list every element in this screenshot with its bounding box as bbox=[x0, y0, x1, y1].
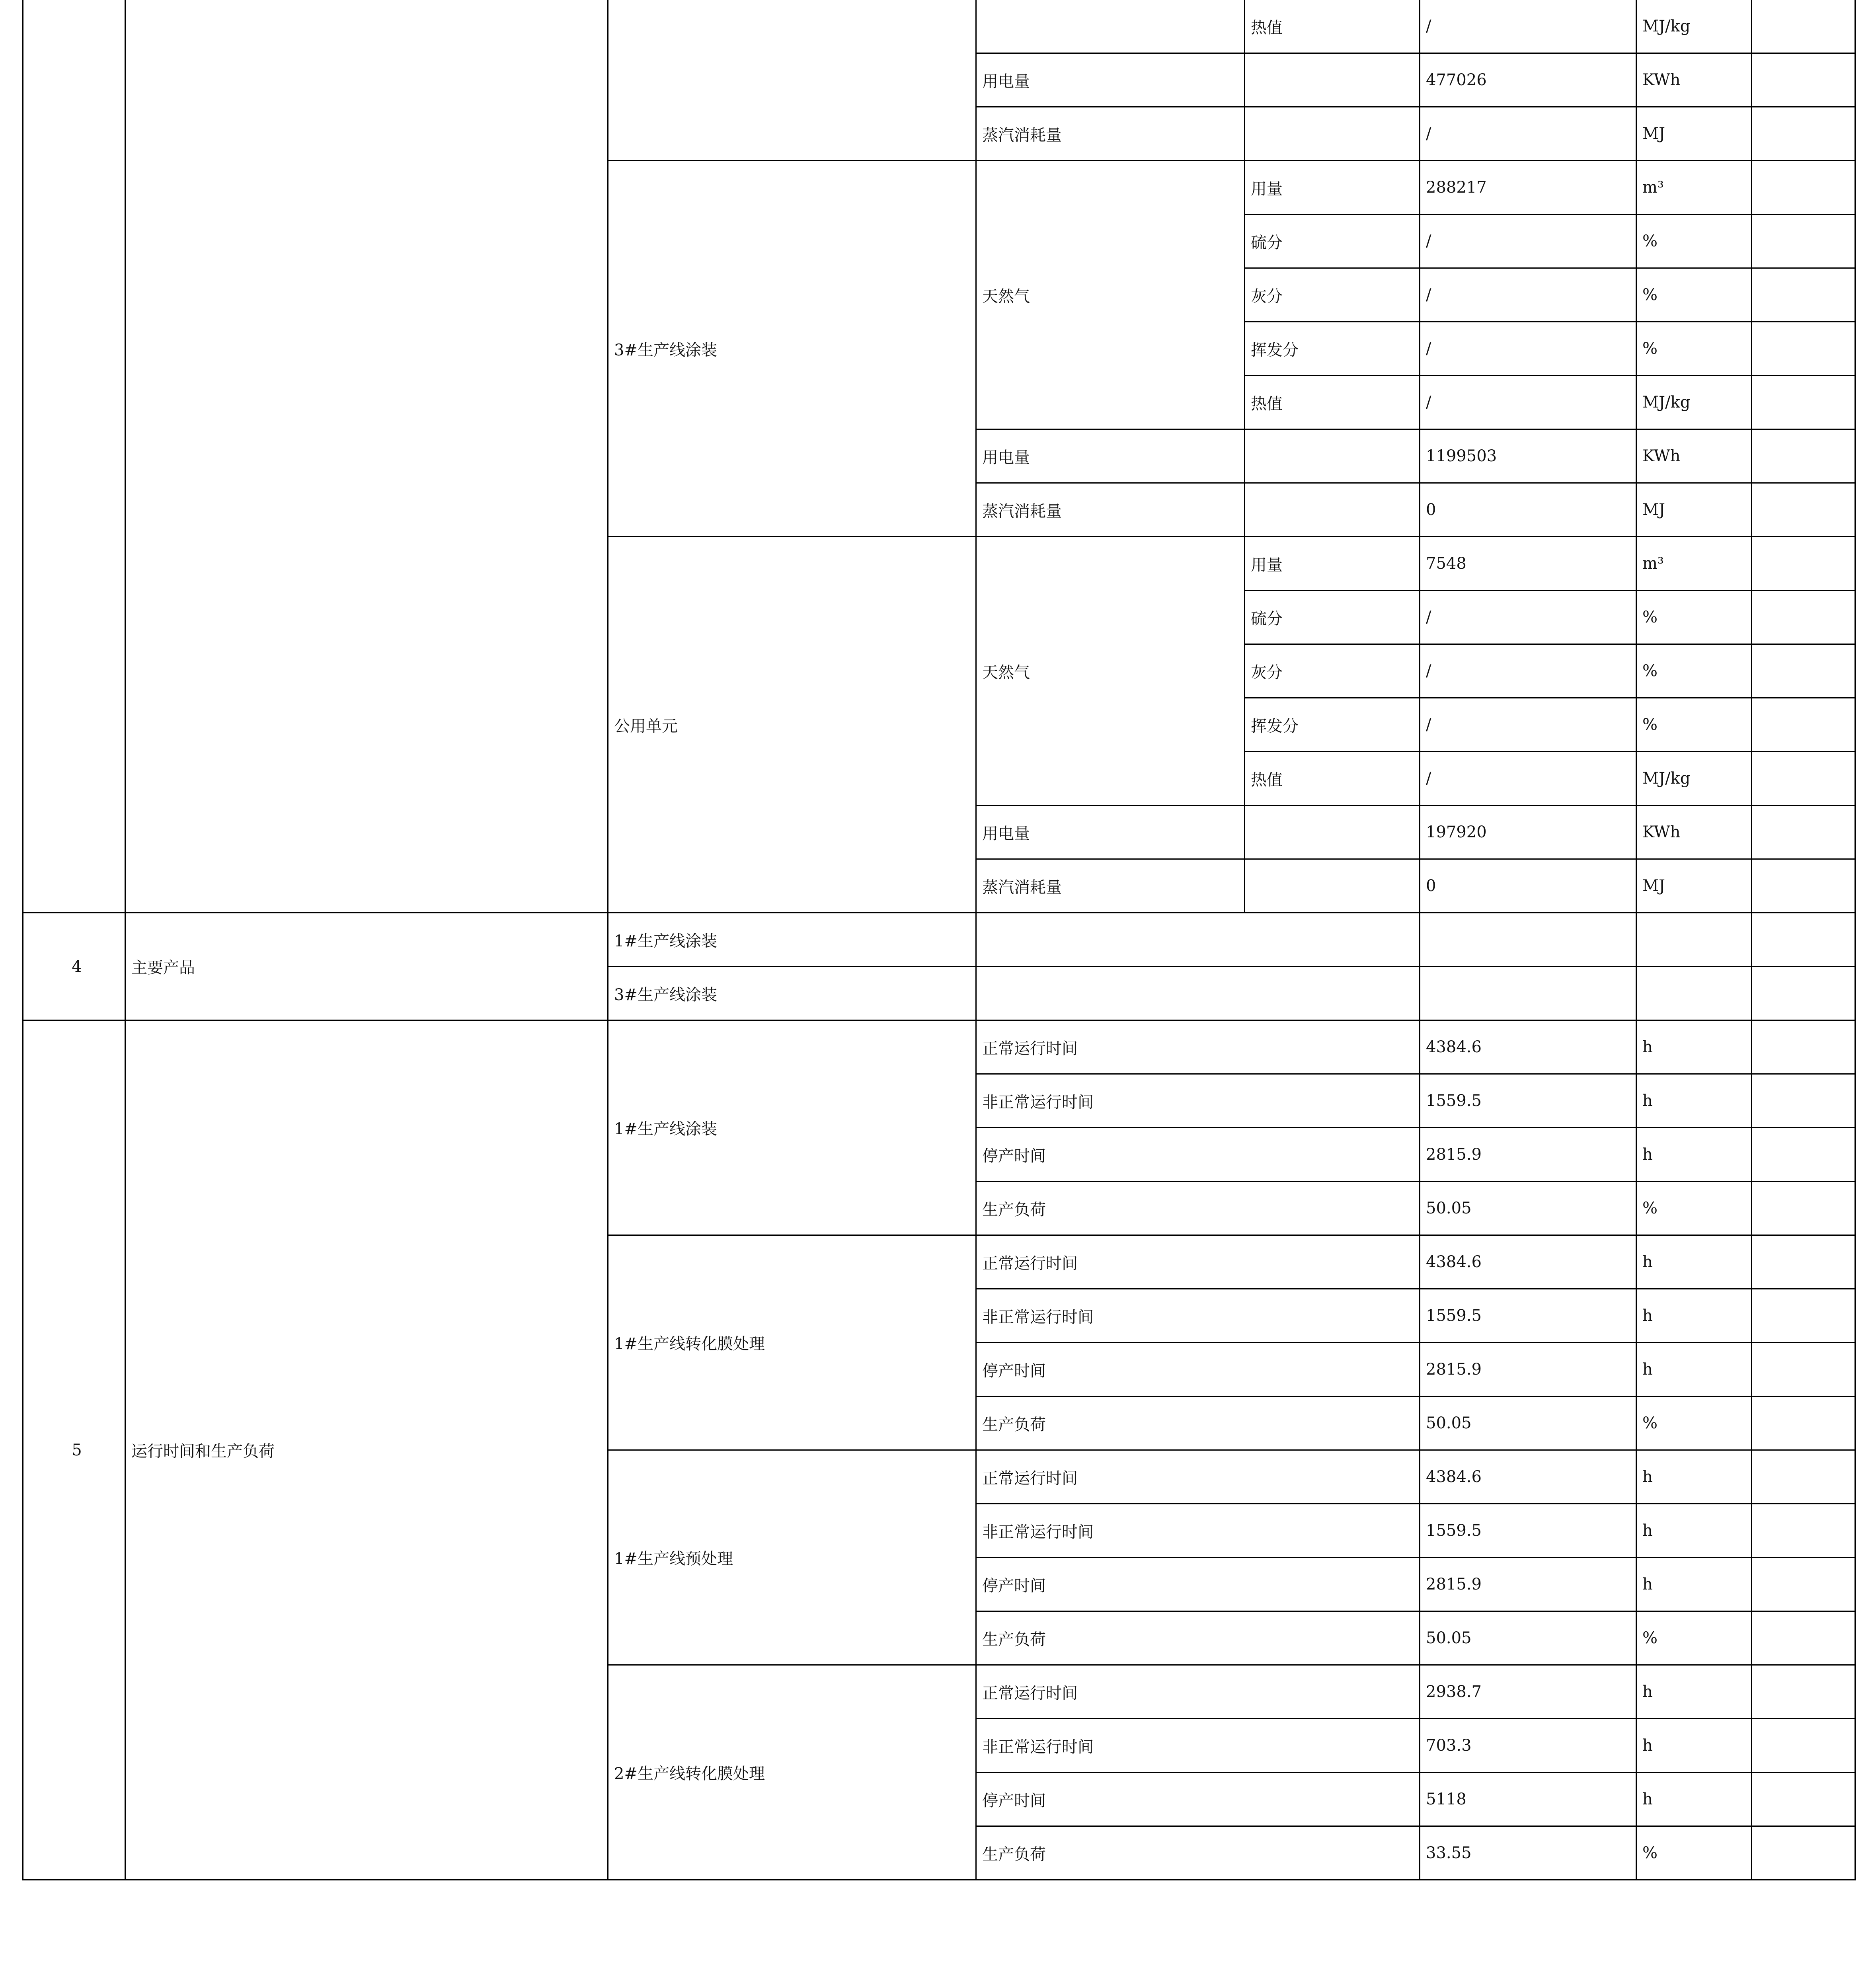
attr-cell: 硫分 bbox=[1245, 591, 1420, 644]
item-cell: 生产负荷 bbox=[976, 1826, 1420, 1880]
unit-cell: % bbox=[1636, 215, 1752, 268]
item-cell bbox=[976, 0, 1245, 53]
item-cell: 生产负荷 bbox=[976, 1182, 1420, 1235]
value-cell bbox=[1420, 967, 1636, 1020]
remark-cell bbox=[1752, 0, 1855, 53]
remark-cell bbox=[1752, 376, 1855, 429]
value-cell: 703.3 bbox=[1420, 1719, 1636, 1773]
remark-cell bbox=[1752, 322, 1855, 376]
remark-cell bbox=[1752, 805, 1855, 859]
value-cell: 197920 bbox=[1420, 805, 1636, 859]
unit-name-cell: 3#生产线涂装 bbox=[608, 161, 976, 537]
value-cell: 4384.6 bbox=[1420, 1450, 1636, 1504]
value-cell: 5118 bbox=[1420, 1773, 1636, 1826]
item-cell: 蒸汽消耗量 bbox=[976, 107, 1245, 161]
item-cell: 正常运行时间 bbox=[976, 1450, 1420, 1504]
unit-cell: h bbox=[1636, 1074, 1752, 1128]
value-cell: 50.05 bbox=[1420, 1396, 1636, 1450]
unit-cell: % bbox=[1636, 1611, 1752, 1665]
remark-cell bbox=[1752, 1074, 1855, 1128]
value-cell: / bbox=[1420, 322, 1636, 376]
attr-cell: 热值 bbox=[1245, 376, 1420, 429]
value-cell: 50.05 bbox=[1420, 1182, 1636, 1235]
unit-cell: h bbox=[1636, 1773, 1752, 1826]
table-row bbox=[23, 913, 1855, 967]
unit-cell: h bbox=[1636, 1450, 1752, 1504]
attr-cell: 挥发分 bbox=[1245, 322, 1420, 376]
item-cell: 非正常运行时间 bbox=[976, 1074, 1420, 1128]
unit-cell: h bbox=[1636, 1719, 1752, 1773]
remark-cell bbox=[1752, 107, 1855, 161]
unit-name-cell: 1#生产线涂装 bbox=[608, 913, 976, 967]
remark-cell bbox=[1752, 1773, 1855, 1826]
value-cell: / bbox=[1420, 644, 1636, 698]
remark-cell bbox=[1752, 483, 1855, 537]
remark-cell bbox=[1752, 537, 1855, 591]
unit-cell: h bbox=[1636, 1235, 1752, 1289]
value-cell: 0 bbox=[1420, 859, 1636, 913]
value-cell: 1559.5 bbox=[1420, 1074, 1636, 1128]
value-cell: / bbox=[1420, 215, 1636, 268]
unit-cell: KWh bbox=[1636, 53, 1752, 107]
value-cell: 2815.9 bbox=[1420, 1558, 1636, 1611]
unit-cell: m³ bbox=[1636, 161, 1752, 215]
item-cell: 正常运行时间 bbox=[976, 1235, 1420, 1289]
section-name-cell: 主要产品 bbox=[125, 913, 608, 1020]
value-cell: 477026 bbox=[1420, 53, 1636, 107]
value-cell: 1199503 bbox=[1420, 429, 1636, 483]
value-cell: 1559.5 bbox=[1420, 1504, 1636, 1558]
unit-cell: % bbox=[1636, 698, 1752, 752]
item-cell: 非正常运行时间 bbox=[976, 1504, 1420, 1558]
item-cell: 停产时间 bbox=[976, 1343, 1420, 1396]
unit-cell: % bbox=[1636, 644, 1752, 698]
value-cell: / bbox=[1420, 698, 1636, 752]
unit-cell: % bbox=[1636, 268, 1752, 322]
attr-cell bbox=[1245, 483, 1420, 537]
item-cell: 正常运行时间 bbox=[976, 1020, 1420, 1074]
item-cell bbox=[976, 913, 1420, 967]
remark-cell bbox=[1752, 1128, 1855, 1182]
attr-cell bbox=[1245, 107, 1420, 161]
value-cell: 7548 bbox=[1420, 537, 1636, 591]
item-cell: 蒸汽消耗量 bbox=[976, 483, 1245, 537]
unit-cell: h bbox=[1636, 1665, 1752, 1719]
remark-cell bbox=[1752, 698, 1855, 752]
value-cell: / bbox=[1420, 0, 1636, 53]
attr-cell: 挥发分 bbox=[1245, 698, 1420, 752]
unit-cell: MJ/kg bbox=[1636, 0, 1752, 53]
item-cell: 用电量 bbox=[976, 429, 1245, 483]
attr-cell bbox=[1245, 859, 1420, 913]
fuel-cell: 天然气 bbox=[976, 161, 1245, 429]
no-cell: 5 bbox=[23, 1020, 125, 1880]
unit-cell: % bbox=[1636, 1826, 1752, 1880]
no-cell bbox=[23, 0, 125, 913]
remark-cell bbox=[1752, 1235, 1855, 1289]
unit-cell: MJ bbox=[1636, 107, 1752, 161]
unit-name-cell: 3#生产线涂装 bbox=[608, 967, 976, 1020]
remark-cell bbox=[1752, 53, 1855, 107]
remark-cell bbox=[1752, 1289, 1855, 1343]
attr-cell: 硫分 bbox=[1245, 215, 1420, 268]
section-name-cell: 运行时间和生产负荷 bbox=[125, 1020, 608, 1880]
value-cell: 2815.9 bbox=[1420, 1343, 1636, 1396]
unit-cell: % bbox=[1636, 322, 1752, 376]
attr-cell: 灰分 bbox=[1245, 268, 1420, 322]
data-table bbox=[22, 0, 1856, 1880]
item-cell: 非正常运行时间 bbox=[976, 1719, 1420, 1773]
attr-cell: 用量 bbox=[1245, 537, 1420, 591]
unit-cell bbox=[1636, 913, 1752, 967]
value-cell: / bbox=[1420, 591, 1636, 644]
remark-cell bbox=[1752, 1665, 1855, 1719]
remark-cell bbox=[1752, 1182, 1855, 1235]
value-cell: 0 bbox=[1420, 483, 1636, 537]
unit-cell: h bbox=[1636, 1289, 1752, 1343]
value-cell: / bbox=[1420, 268, 1636, 322]
unit-cell: % bbox=[1636, 1396, 1752, 1450]
remark-cell bbox=[1752, 215, 1855, 268]
value-cell: / bbox=[1420, 752, 1636, 805]
remark-cell bbox=[1752, 161, 1855, 215]
item-cell: 非正常运行时间 bbox=[976, 1289, 1420, 1343]
remark-cell bbox=[1752, 1611, 1855, 1665]
remark-cell bbox=[1752, 1020, 1855, 1074]
remark-cell bbox=[1752, 1558, 1855, 1611]
no-cell: 4 bbox=[23, 913, 125, 1020]
item-cell: 停产时间 bbox=[976, 1773, 1420, 1826]
attr-cell bbox=[1245, 53, 1420, 107]
unit-cell: h bbox=[1636, 1128, 1752, 1182]
attr-cell bbox=[1245, 429, 1420, 483]
remark-cell bbox=[1752, 752, 1855, 805]
section-name-cell bbox=[125, 0, 608, 913]
item-cell: 停产时间 bbox=[976, 1128, 1420, 1182]
item-cell: 停产时间 bbox=[976, 1558, 1420, 1611]
remark-cell bbox=[1752, 1504, 1855, 1558]
remark-cell bbox=[1752, 913, 1855, 967]
unit-cell: MJ/kg bbox=[1636, 376, 1752, 429]
unit-cell: MJ bbox=[1636, 859, 1752, 913]
item-cell: 正常运行时间 bbox=[976, 1665, 1420, 1719]
remark-cell bbox=[1752, 268, 1855, 322]
item-cell: 用电量 bbox=[976, 805, 1245, 859]
remark-cell bbox=[1752, 859, 1855, 913]
unit-name-cell: 1#生产线转化膜处理 bbox=[608, 1235, 976, 1450]
remark-cell bbox=[1752, 1343, 1855, 1396]
unit-cell: h bbox=[1636, 1343, 1752, 1396]
item-cell: 蒸汽消耗量 bbox=[976, 859, 1245, 913]
item-cell: 生产负荷 bbox=[976, 1611, 1420, 1665]
remark-cell bbox=[1752, 967, 1855, 1020]
item-cell: 生产负荷 bbox=[976, 1396, 1420, 1450]
unit-cell: % bbox=[1636, 591, 1752, 644]
item-cell bbox=[976, 967, 1420, 1020]
unit-cell bbox=[1636, 967, 1752, 1020]
attr-cell: 热值 bbox=[1245, 752, 1420, 805]
value-cell: / bbox=[1420, 107, 1636, 161]
fuel-cell: 天然气 bbox=[976, 537, 1245, 805]
attr-cell: 灰分 bbox=[1245, 644, 1420, 698]
value-cell: 2938.7 bbox=[1420, 1665, 1636, 1719]
unit-cell: MJ bbox=[1636, 483, 1752, 537]
unit-name-cell: 1#生产线涂装 bbox=[608, 1020, 976, 1235]
unit-cell: KWh bbox=[1636, 805, 1752, 859]
unit-cell: h bbox=[1636, 1504, 1752, 1558]
remark-cell bbox=[1752, 1396, 1855, 1450]
unit-name-cell: 1#生产线预处理 bbox=[608, 1450, 976, 1665]
value-cell: 1559.5 bbox=[1420, 1289, 1636, 1343]
remark-cell bbox=[1752, 591, 1855, 644]
remark-cell bbox=[1752, 1450, 1855, 1504]
value-cell: 4384.6 bbox=[1420, 1020, 1636, 1074]
value-cell: 33.55 bbox=[1420, 1826, 1636, 1880]
table-row bbox=[23, 0, 1855, 53]
value-cell: 4384.6 bbox=[1420, 1235, 1636, 1289]
value-cell: 2815.9 bbox=[1420, 1128, 1636, 1182]
unit-cell: m³ bbox=[1636, 537, 1752, 591]
unit-cell: % bbox=[1636, 1182, 1752, 1235]
attr-cell: 热值 bbox=[1245, 0, 1420, 53]
remark-cell bbox=[1752, 1826, 1855, 1880]
remark-cell bbox=[1752, 644, 1855, 698]
unit-cell: KWh bbox=[1636, 429, 1752, 483]
value-cell: 288217 bbox=[1420, 161, 1636, 215]
unit-cell bbox=[608, 0, 976, 161]
unit-cell: h bbox=[1636, 1020, 1752, 1074]
remark-cell bbox=[1752, 1719, 1855, 1773]
attr-cell bbox=[1245, 805, 1420, 859]
unit-cell: h bbox=[1636, 1558, 1752, 1611]
unit-name-cell: 2#生产线转化膜处理 bbox=[608, 1665, 976, 1880]
item-cell: 用电量 bbox=[976, 53, 1245, 107]
table-row bbox=[23, 1020, 1855, 1074]
unit-name-cell: 公用单元 bbox=[608, 537, 976, 913]
value-cell bbox=[1420, 913, 1636, 967]
value-cell: 50.05 bbox=[1420, 1611, 1636, 1665]
value-cell: / bbox=[1420, 376, 1636, 429]
attr-cell: 用量 bbox=[1245, 161, 1420, 215]
unit-cell: MJ/kg bbox=[1636, 752, 1752, 805]
remark-cell bbox=[1752, 429, 1855, 483]
